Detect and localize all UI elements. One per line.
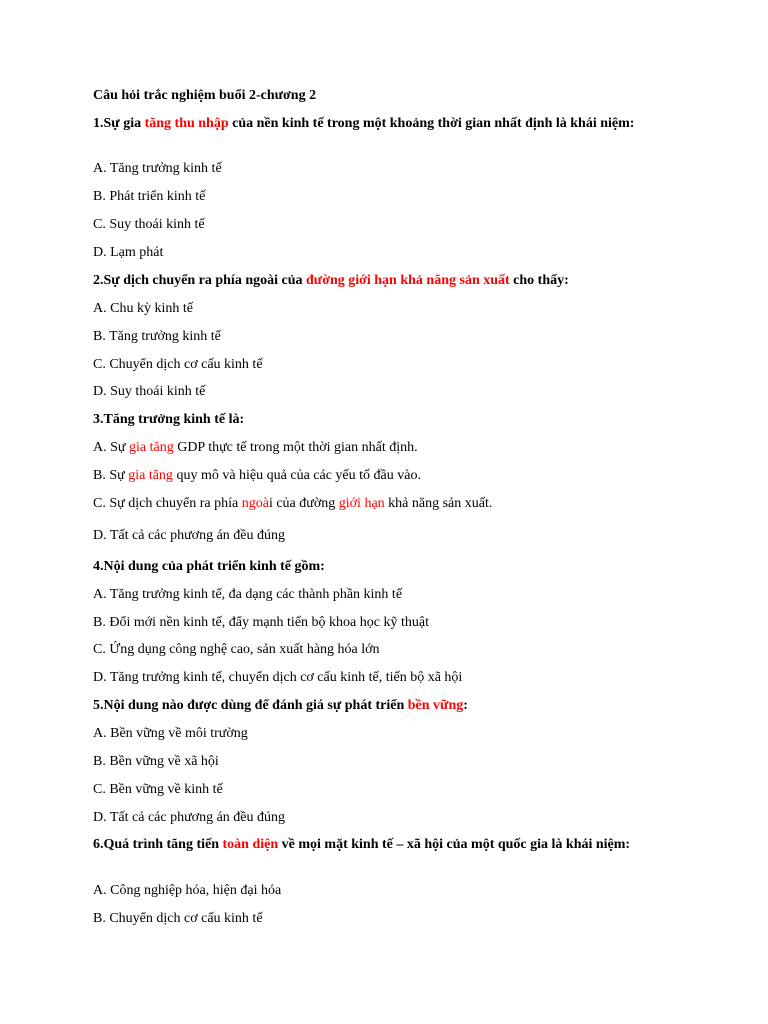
option-text: B. Sự [93, 468, 129, 483]
highlighted-term: ngoà [241, 496, 269, 511]
option-3d: D. Tất cả các phương án đều đúng [93, 528, 286, 543]
question-5 [93, 697, 674, 715]
option-2d: D. Suy thoái kinh tế [93, 384, 206, 399]
option-3c [93, 495, 674, 513]
question-text: về mọi mặt kinh tế – xã hội của một quốc gia là khái niệm: [278, 837, 631, 852]
option-text: i của đường [268, 496, 339, 511]
option-1b: B. Phát triển kinh tế [93, 189, 206, 204]
option-4d: D. Tăng trưởng kinh tế, chuyển dịch cơ cấu kinh tế, tiến bộ xã hội [93, 670, 463, 685]
option-5b: B. Bền vững về xã hội [93, 754, 219, 769]
question-text: 2.Sự dịch chuyển ra phía ngoài của [93, 273, 307, 288]
option-3a [93, 439, 674, 457]
highlighted-term: giới hạn [338, 496, 385, 511]
question-text: 6.Quá trình tăng tiến [93, 837, 223, 852]
option-text: quy mô và hiệu quả của các yếu tố đầu vào. [172, 468, 421, 483]
option-1d: D. Lạm phát [93, 245, 164, 260]
option-text: khả năng sản xuất. [384, 496, 493, 511]
option-text: GDP thực tế trong một thời gian nhất định. [173, 440, 418, 455]
question-text: 5.Nội dung nào được dùng để đánh giá sự phát triển [93, 698, 408, 713]
option-2b: B. Tăng trưởng kinh tế [93, 329, 221, 344]
highlighted-term: gia tăng [128, 468, 173, 483]
option-5a: A. Bền vững về môi trường [93, 726, 248, 741]
option-4b: B. Đổi mới nền kinh tế, đẩy mạnh tiến bộ khoa học kỹ thuật [93, 615, 429, 630]
question-2 [93, 272, 674, 290]
option-1c: C. Suy thoái kinh tế [93, 217, 205, 232]
highlighted-term: bền vững [407, 698, 464, 713]
option-5c: C. Bền vững về kinh tế [93, 782, 223, 797]
option-6a: A. Công nghiệp hóa, hiện đại hóa [93, 883, 282, 898]
question-1 [93, 115, 674, 133]
highlighted-term: toàn diện [222, 837, 279, 852]
option-6b: B. Chuyển dịch cơ cấu kinh tế [93, 911, 263, 926]
option-4a: A. Tăng trưởng kinh tế, đa dạng các thành phần kinh tế [93, 587, 403, 602]
highlighted-term: tăng thu nhập [144, 116, 229, 131]
highlighted-term: đường giới hạn khả năng sản xuất [306, 273, 510, 288]
option-1a: A. Tăng trưởng kinh tế [93, 161, 222, 176]
option-2a: A. Chu kỳ kinh tế [93, 301, 193, 316]
question-text: : [463, 698, 468, 713]
question-6 [93, 836, 674, 854]
question-4: 4.Nội dung của phát triển kinh tế gồm: [93, 559, 325, 574]
option-text: A. Sự [93, 440, 129, 455]
question-text: cho thấy: [509, 273, 569, 288]
option-2c: C. Chuyển dịch cơ cấu kinh tế [93, 357, 263, 372]
highlighted-term: gia tăng [128, 440, 174, 455]
option-5d: D. Tất cả các phương án đều đúng [93, 810, 286, 825]
option-4c: C. Ứng dụng công nghệ cao, sản xuất hàng hóa lớn [93, 642, 380, 657]
question-3: 3.Tăng trưởng kinh tế là: [93, 412, 245, 427]
question-text: của nền kinh tế trong một khoảng thời gian nhất định là khái niệm: [228, 116, 635, 131]
option-text: C. Sự dịch chuyển ra phía [93, 496, 242, 511]
document-title: Câu hỏi trắc nghiệm buổi 2-chương 2 [93, 88, 317, 103]
option-3b [93, 467, 674, 485]
question-text: 1.Sự gia [93, 116, 145, 131]
